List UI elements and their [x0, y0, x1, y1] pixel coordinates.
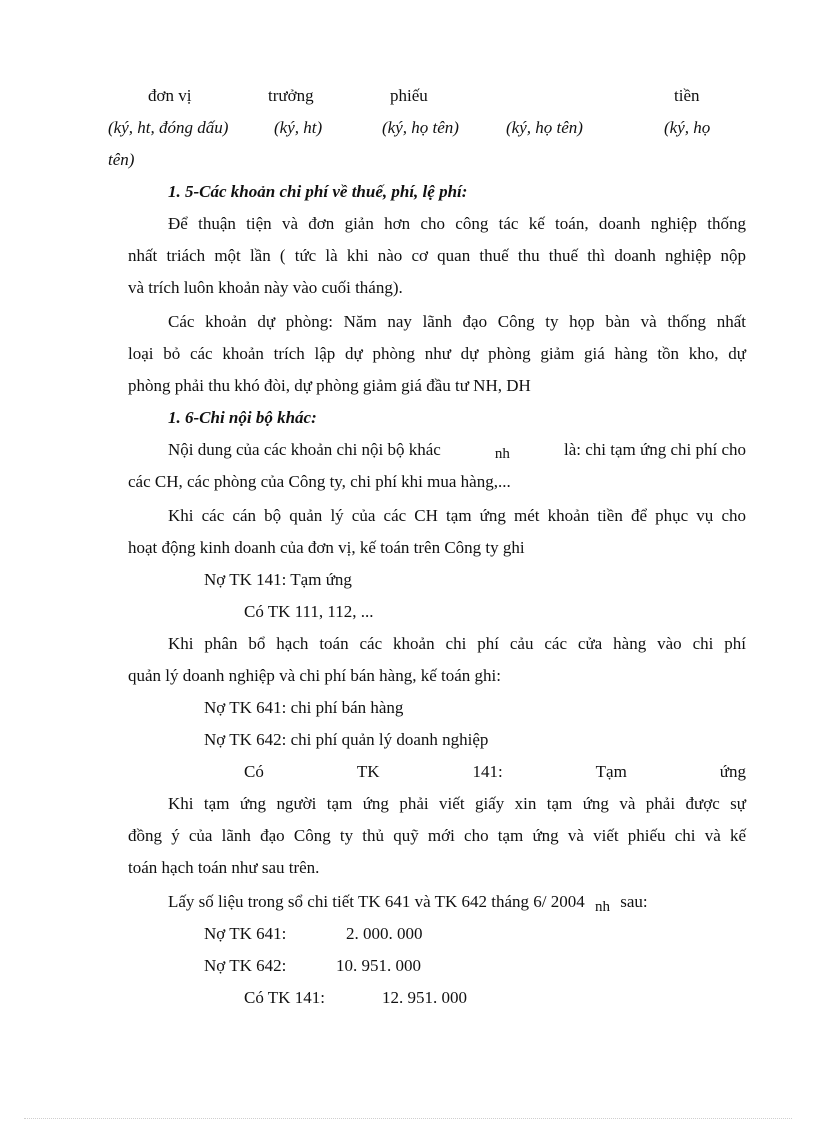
- paragraph-line: Khi phân bổ hạch toán các khoản chi phí cảu các cửa hàng vào chi phí: [168, 634, 746, 653]
- paragraph-line: các CH, các phòng của Công ty, chi phí khi mua hàng,...: [128, 472, 511, 491]
- signature-note-3: (ký, họ tên): [382, 118, 459, 137]
- signature-note-wrap: tên): [108, 150, 135, 169]
- paragraph-line: phòng phải thu khó đòi, dự phòng giảm giá đầu tư NH, DH: [128, 376, 531, 395]
- line-text: Nội dung của các khoản chi nội bộ khác: [168, 440, 441, 459]
- journal-entry-debit: Nợ TK 141: Tạm ứng: [204, 570, 352, 589]
- amount-label: Có TK 141:: [244, 988, 325, 1007]
- line-text: Lấy số liệu trong sổ chi tiết TK 641 và TK 642 tháng 6/ 2004: [168, 892, 585, 911]
- signature-title-head: trưởng: [268, 86, 314, 105]
- amount-row: [204, 956, 421, 976]
- amount-value: 12. 951. 000: [382, 988, 467, 1007]
- line-text: sau:: [620, 892, 648, 911]
- journal-entry-debit: Nợ TK 642: chi phí quản lý doanh nghiệp: [204, 730, 489, 749]
- paragraph-line: loại bỏ các khoản trích lập dự phòng như dự phòng giảm giá hàng tồn kho, dự: [128, 344, 746, 363]
- word: TK: [356, 762, 380, 781]
- amount-label: Nợ TK 641:: [204, 924, 287, 943]
- paragraph-line: và trích luôn khoản này vào cuối tháng).: [128, 278, 403, 297]
- subscript-nh: nh: [494, 446, 510, 462]
- signature-title-money: tiền: [674, 86, 700, 105]
- word: Có: [244, 762, 264, 781]
- paragraph-line-with-subscript: [168, 440, 746, 460]
- amount-row: [244, 988, 467, 1008]
- amount-value: 2. 000. 000: [346, 924, 423, 943]
- paragraph-line-with-subscript: [168, 892, 648, 913]
- signature-note-4: (ký, họ tên): [506, 118, 583, 137]
- amount-row: [204, 924, 423, 944]
- signature-title-unit: đơn vị: [148, 86, 192, 105]
- amount-value: 10. 951. 000: [336, 956, 421, 975]
- line-text: là: chi tạm ứng chi phí cho: [563, 440, 746, 459]
- section-heading-1-5: 1. 5-Các khoản chi phí về thuế, phí, lệ phí:: [168, 182, 468, 201]
- signature-note-2: (ký, ht): [274, 118, 323, 137]
- paragraph-line: Các khoản dự phòng: Năm nay lãnh đạo Công ty họp bàn và thống nhất: [168, 312, 746, 331]
- paragraph-line: Để thuận tiện và đơn giản hơn cho công tác kế toán, doanh nghiệp thống: [168, 214, 746, 233]
- paragraph-line: Khi các cán bộ quản lý của các CH tạm ứng mét khoản tiền để phục vụ cho: [168, 506, 746, 525]
- word: 141:: [472, 762, 503, 781]
- signature-note-5: (ký, họ: [664, 118, 711, 137]
- paragraph-line: đồng ý của lãnh đạo Công ty thủ quỹ mới cho tạm ứng và viết phiếu chi và kế: [128, 826, 746, 845]
- section-heading-1-6: 1. 6-Chi nội bộ khác:: [168, 408, 317, 427]
- signature-note-1: (ký, ht, đóng dấu): [108, 118, 229, 137]
- journal-entry-credit-spread: [244, 762, 746, 782]
- paragraph-line: hoạt động kinh doanh của đơn vị, kế toán trên Công ty ghi: [128, 538, 525, 557]
- signature-title-voucher: phiếu: [390, 86, 428, 105]
- paragraph-line: nhất triách một lần ( tức là khi nào cơ quan thuế thu thuế thì doanh nghiệp nộp: [128, 246, 746, 265]
- word: ứng: [719, 762, 746, 781]
- paragraph-line: quản lý doanh nghiệp và chi phí bán hàng, kế toán ghi:: [128, 666, 501, 685]
- page-bottom-rule: [24, 1118, 792, 1119]
- paragraph-line: toán hạch toán như sau trên.: [128, 858, 320, 877]
- journal-entry-debit: Nợ TK 641: chi phí bán hàng: [204, 698, 404, 717]
- paragraph-line: Khi tạm ứng người tạm ứng phải viết giấy xin tạm ứng và phải được sự: [168, 794, 746, 813]
- journal-entry-credit: Có TK 111, 112, ...: [244, 602, 374, 621]
- amount-label: Nợ TK 642:: [204, 956, 287, 975]
- subscript-nh: nh: [595, 899, 611, 915]
- word: Tạm: [595, 762, 627, 781]
